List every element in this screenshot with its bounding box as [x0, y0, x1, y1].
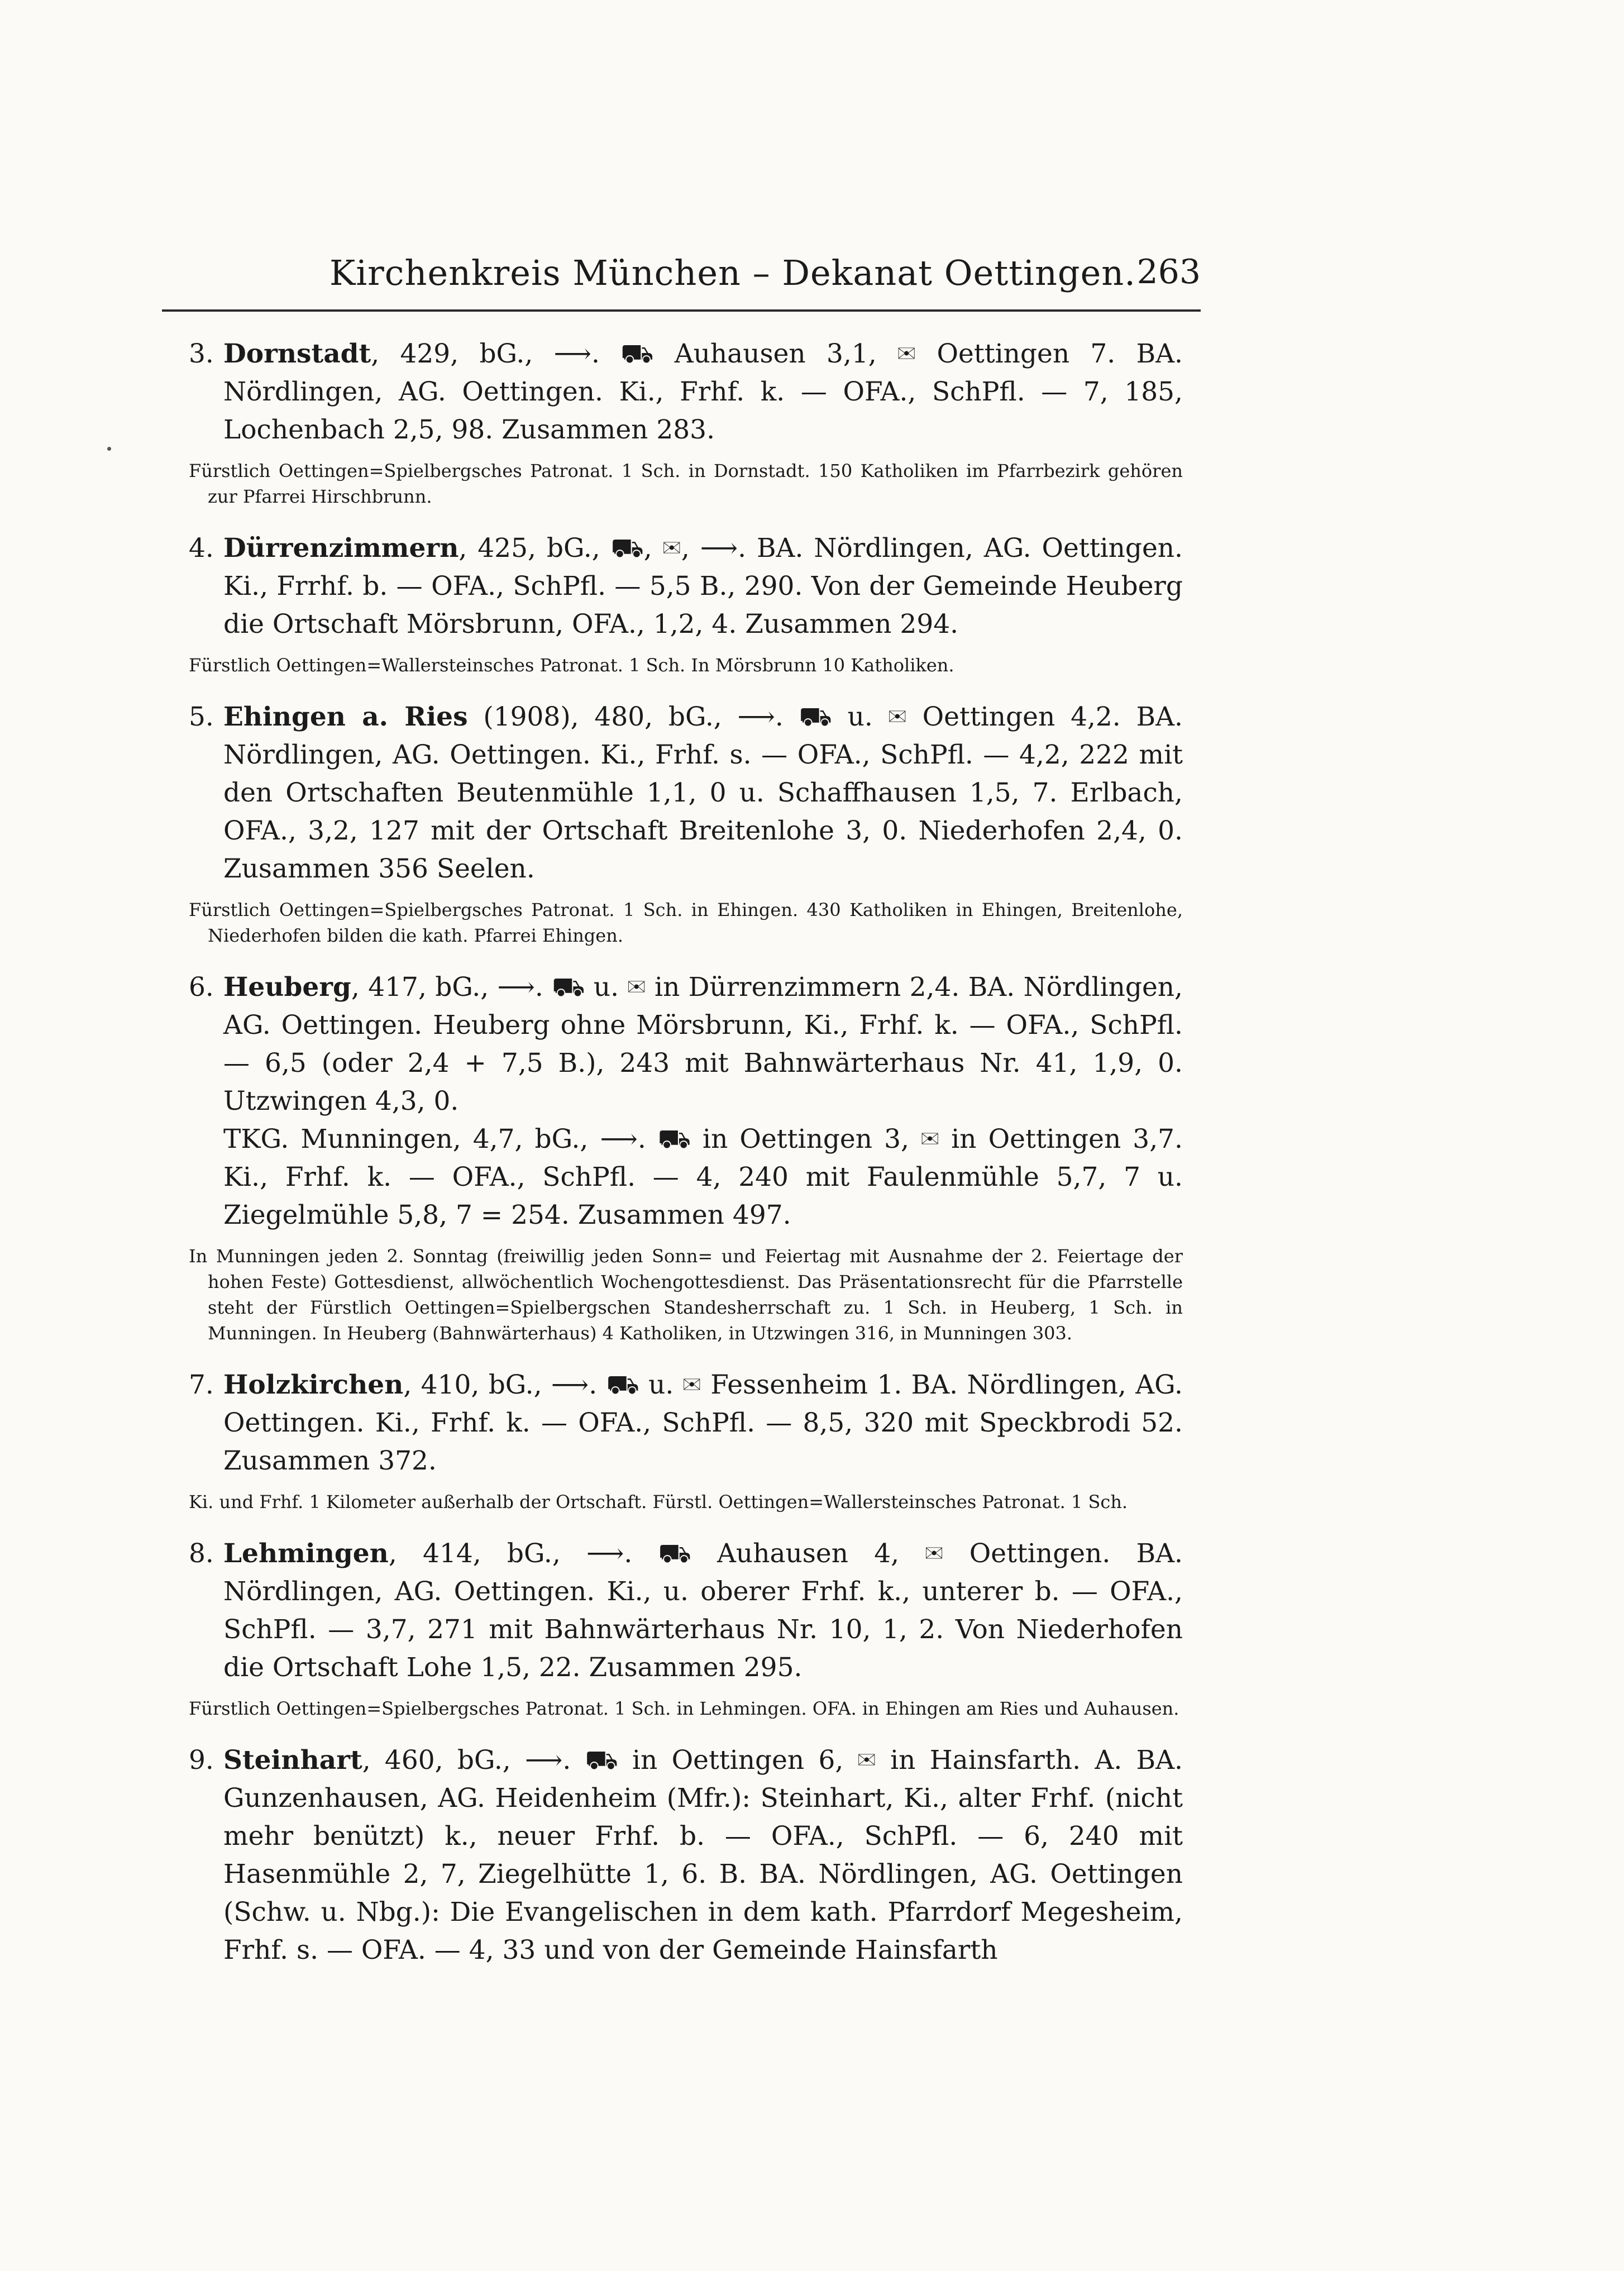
entry-ehingen: [189, 698, 1183, 948]
entry-duerrenzimmern: [189, 529, 1183, 678]
entry-note: Fürstlich Oettingen=Spielbergsches Patronat. 1 Sch. in Dornstadt. 150 Katholiken im Pfarrbezirk gehören zur Pfarrei Hirschbrunn.: [189, 460, 1183, 507]
running-title: Kirchenkreis München – Dekanat Oettingen.: [329, 252, 1136, 293]
entry-body: , 417, bG., ⟶. ⛟ u. ✉ in Dürrenzimmern 2,4. BA. Nördlingen, AG. Oettingen. Heuberg ohne Mörsbrunn, Ki., Frhf. k. — OFA., SchPfl. — 6,5 (oder 2,4 + 7,5 B.), 243 mit Bahnwärterhaus Nr. 41, 1,9, 0. Utzwingen 4,3, 0.: [223, 972, 1183, 1117]
entry-number: 7.: [189, 1370, 214, 1400]
entry-number: 6.: [189, 972, 214, 1003]
place-name: Lehmingen: [223, 1538, 389, 1569]
entry-subparagraph: TKG. Munningen, 4,7, bG., ⟶. ⛟ in Oettingen 3, ✉ in Oettingen 3,7. Ki., Frhf. k. — OFA., SchPfl. — 4, 240 mit Faulenmühle 5,7, 7 u. Ziegelmühle 5,8, 7 = 254. Zusammen 497.: [223, 1124, 1183, 1230]
entry-text: [189, 1742, 1183, 1969]
place-name: Dürrenzimmern: [223, 533, 459, 564]
place-name: Heuberg: [223, 972, 351, 1003]
entry-text: [189, 1366, 1183, 1480]
entry-text: [189, 1535, 1183, 1687]
place-name: Dornstadt: [223, 338, 371, 369]
entry-number: 5.: [189, 702, 214, 732]
entry-body: , 460, bG., ⟶. ⛟ in Oettingen 6, ✉ in Hainsfarth. A. BA. Gunzenhausen, AG. Heidenheim (Mfr.): Steinhart, Ki., alter Frhf. (nicht mehr benützt) k., neuer Frhf. b. — OFA., SchPfl. — 6, 240 mit Hasenmühle 2, 7, Ziegelhütte 1, 6. B. BA. Nördlingen, AG. Oettingen (Schw. u. Nbg.): Die Evangelischen in dem kath. Pfarrdorf Megesheim, Frhf. s. — OFA. — 4, 33 und von der Gemeinde Hainsfarth: [223, 1745, 1183, 1965]
entry-body: , 410, bG., ⟶. ⛟ u. ✉ Fessenheim 1. BA. Nördlingen, AG. Oettingen. Ki., Frhf. k. — OFA., SchPfl. — 8,5, 320 mit Speckbrodi 52. Zusammen 372.: [223, 1370, 1183, 1476]
entry-note: Ki. und Frhf. 1 Kilometer außerhalb der Ortschaft. Fürstl. Oettingen=Wallersteinsches Patronat. 1 Sch.: [189, 1491, 1128, 1513]
entry-text: [189, 698, 1183, 888]
page-header: [162, 246, 1201, 313]
entry-note: Fürstlich Oettingen=Spielbergsches Patronat. 1 Sch. in Ehingen. 430 Katholiken in Ehingen, Breitenlohe, Niederhofen bilden die kath. Pfarrei Ehingen.: [189, 899, 1183, 946]
entry-note: In Munningen jeden 2. Sonntag (freiwillig jeden Sonn= und Feiertag mit Ausnahme der 2. Feiertage der hohen Feste) Gottesdienst, allwöchentlich Wochengottesdienst. Das Präsentationsrecht für die Pfarrstelle steht der Fürstlich Oettingen=Spielbergschen Standesherrschaft zu. 1 Sch. in Heuberg, 1 Sch. in Munningen. In Heuberg (Bahnwärterhaus) 4 Katholiken, in Utzwingen 316, in Munningen 303.: [189, 1246, 1183, 1344]
entry-note: Fürstlich Oettingen=Wallersteinsches Patronat. 1 Sch. In Mörsbrunn 10 Katholiken.: [189, 655, 954, 676]
entry-body: (1908), 480, bG., ⟶. ⛟ u. ✉ Oettingen 4,2. BA. Nördlingen, AG. Oettingen. Ki., Frhf. s. — OFA., SchPfl. — 4,2, 222 mit den Ortschaften Beutenmühle 1,1, 0 u. Schaffhausen 1,5, 7. Erlbach, OFA., 3,2, 127 mit der Ortschaft Breitenlohe 3, 0. Niederhofen 2,4, 0. Zusammen 356 Seelen.: [223, 702, 1183, 884]
entry-lehmingen: [189, 1535, 1183, 1721]
entry-dornstadt: [189, 335, 1183, 509]
entry-text: [189, 529, 1183, 643]
header-rule: [162, 309, 1201, 312]
entry-steinhart: [189, 1742, 1183, 1969]
entry-number: 8.: [189, 1538, 214, 1569]
entry-body: , 429, bG., ⟶. ⛟ Auhausen 3,1, ✉ Oettingen 7. BA. Nördlingen, AG. Oettingen. Ki., Frhf. k. — OFA., SchPfl. — 7, 185, Lochenbach 2,5, 98. Zusammen 283.: [223, 338, 1183, 445]
entry-number: 9.: [189, 1745, 214, 1776]
entry-text: [189, 968, 1183, 1120]
place-name: Steinhart: [223, 1745, 362, 1776]
entry-number: 4.: [189, 533, 214, 564]
place-name: Holzkirchen: [223, 1370, 404, 1400]
entry-body: , 425, bG., ⛟, ✉, ⟶. BA. Nördlingen, AG. Oettingen. Ki., Frrhf. b. — OFA., SchPfl. — 5,5 B., 290. Von der Gemeinde Heuberg die Ortschaft Mörsbrunn, OFA., 1,2, 4. Zusammen 294.: [223, 533, 1183, 640]
entry-note: Fürstlich Oettingen=Spielbergsches Patronat. 1 Sch. in Lehmingen. OFA. in Ehingen am Ries und Auhausen.: [189, 1698, 1179, 1719]
margin-dot: [107, 447, 111, 451]
entry-holzkirchen: [189, 1366, 1183, 1515]
page-number: 263: [1136, 252, 1201, 292]
page-content: [189, 335, 1183, 1989]
entry-text: [189, 335, 1183, 449]
entry-heuberg: [189, 968, 1183, 1346]
place-name: Ehingen a. Ries: [223, 702, 468, 732]
entry-number: 3.: [189, 338, 214, 369]
entry-body: , 414, bG., ⟶. ⛟ Auhausen 4, ✉ Oettingen. BA. Nördlingen, AG. Oettingen. Ki., u. oberer Frhf. k., unterer b. — OFA., SchPfl. — 3,7, 271 mit Bahnwärterhaus Nr. 10, 1, 2. Von Niederhofen die Ortschaft Lohe 1,5, 22. Zusammen 295.: [223, 1538, 1183, 1683]
